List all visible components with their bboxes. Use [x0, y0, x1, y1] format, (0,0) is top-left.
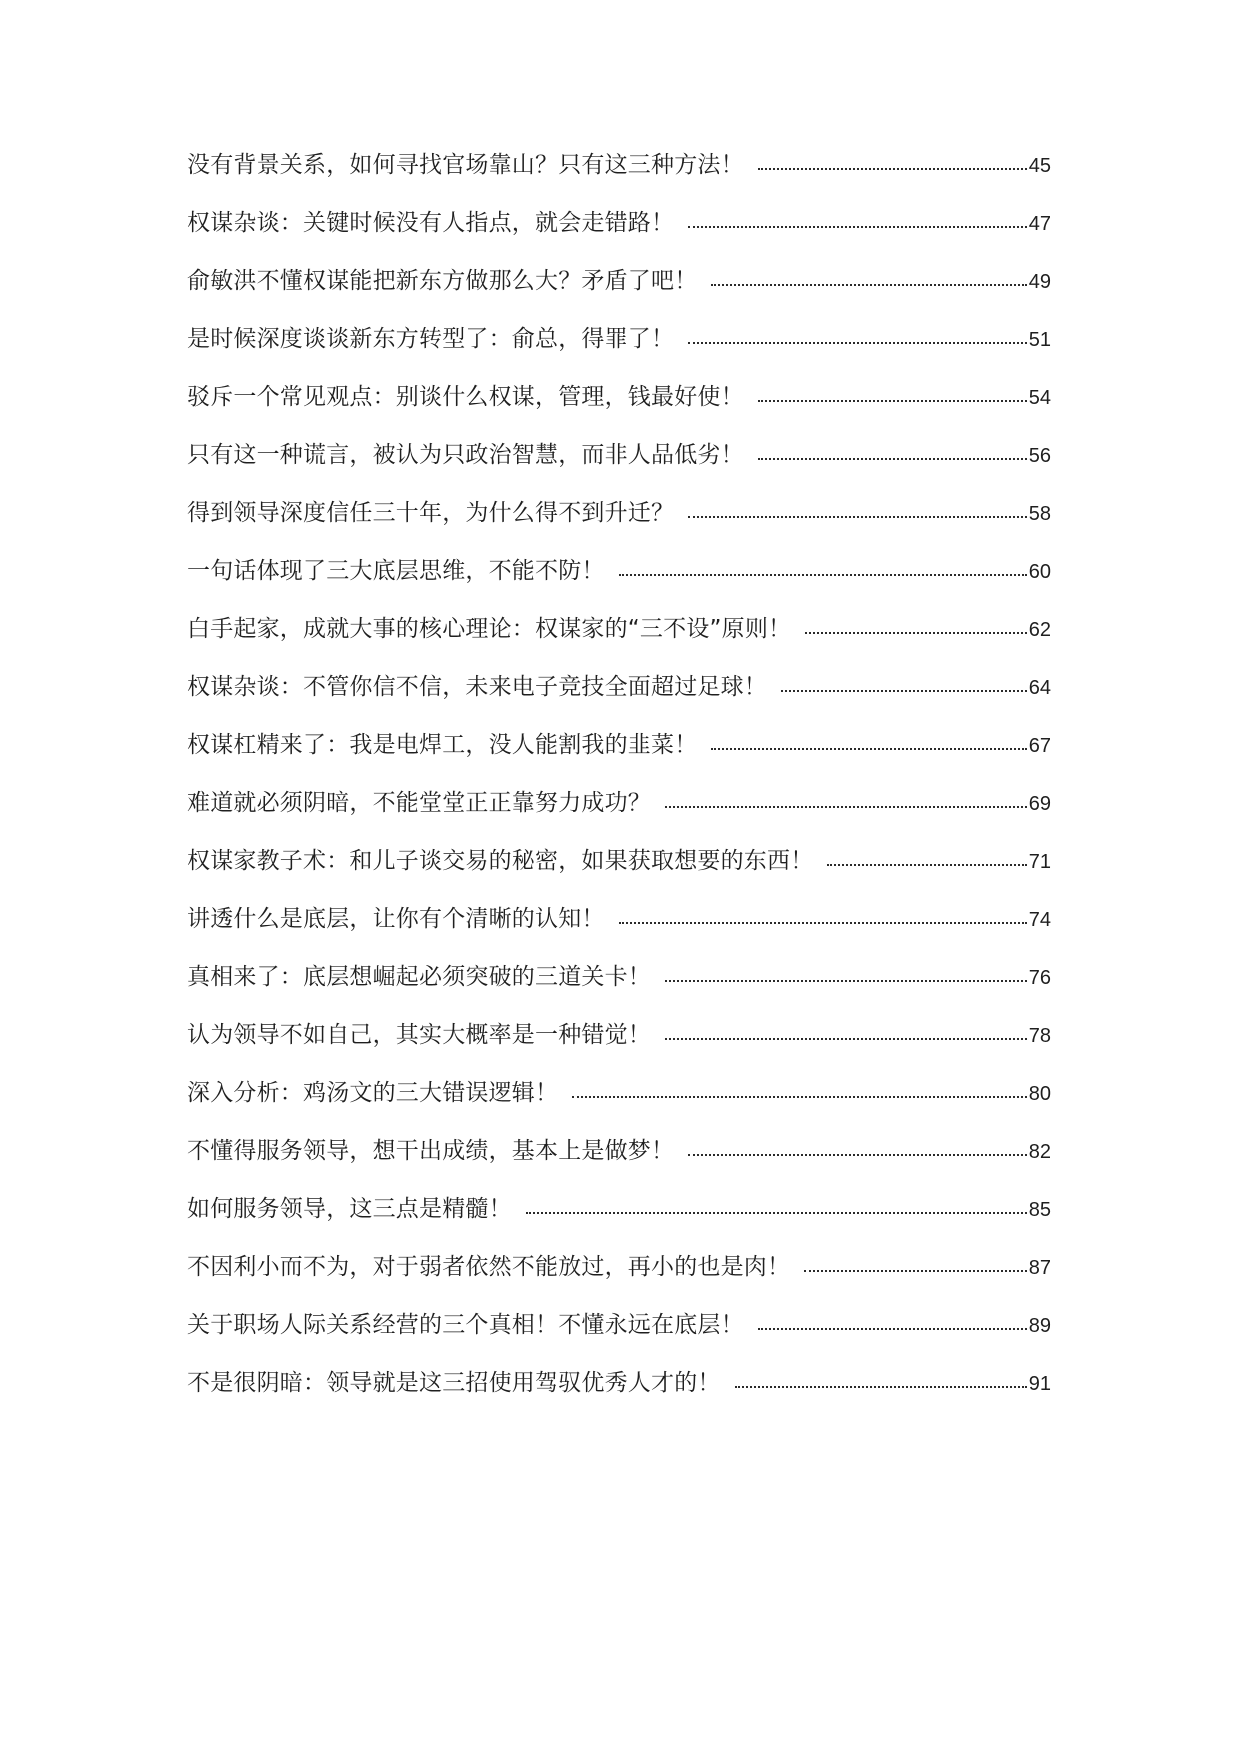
toc-entry-page-number: 82 [1028, 1141, 1051, 1163]
toc-dot-leader [735, 1384, 1027, 1388]
toc-entry[interactable] [187, 542, 1051, 600]
toc-entry-page-number: 85 [1028, 1199, 1051, 1221]
table-of-contents [187, 136, 1051, 1412]
toc-entry-title: 俞敏洪不懂权谋能把新东方做那么大？矛盾了吧！ [187, 268, 698, 294]
toc-entry-title: 没有背景关系，如何寻找官场靠山？只有这三种方法！ [187, 152, 744, 178]
toc-entry-title: 权谋家教子术：和儿子谈交易的秘密，如果获取想要的东西！ [187, 848, 814, 874]
toc-entry[interactable] [187, 774, 1051, 832]
toc-entry[interactable] [187, 1122, 1051, 1180]
toc-entry[interactable] [187, 1180, 1051, 1238]
toc-entry-title: 权谋杂谈：不管你信不信，未来电子竞技全面超过足球！ [187, 674, 767, 700]
toc-entry-page-number: 69 [1028, 793, 1051, 815]
toc-entry[interactable] [187, 890, 1051, 948]
toc-entry-title: 深入分析：鸡汤文的三大错误逻辑！ [187, 1080, 559, 1106]
toc-entry-title: 真相来了：底层想崛起必须突破的三道关卡！ [187, 964, 651, 990]
toc-entry[interactable] [187, 1296, 1051, 1354]
toc-dot-leader [572, 1094, 1027, 1098]
toc-dot-leader [827, 862, 1026, 866]
toc-entry-page-number: 62 [1028, 619, 1051, 641]
toc-entry[interactable] [187, 368, 1051, 426]
toc-entry-page-number: 58 [1028, 503, 1051, 525]
toc-entry-title: 一句话体现了三大底层思维，不能不防！ [187, 558, 605, 584]
toc-entry-title: 驳斥一个常见观点：别谈什么权谋，管理，钱最好使！ [187, 384, 744, 410]
toc-dot-leader [526, 1210, 1027, 1214]
toc-dot-leader [758, 398, 1027, 402]
toc-entry-page-number: 74 [1028, 909, 1051, 931]
toc-dot-leader [758, 166, 1027, 170]
toc-dot-leader [758, 1326, 1027, 1330]
toc-entry[interactable] [187, 252, 1051, 310]
toc-entry-title: 认为领导不如自己，其实大概率是一种错觉！ [187, 1022, 651, 1048]
toc-entry-page-number: 80 [1028, 1083, 1051, 1105]
toc-entry-page-number: 56 [1028, 445, 1051, 467]
toc-entry-page-number: 49 [1028, 271, 1051, 293]
toc-entry-page-number: 91 [1028, 1373, 1051, 1395]
toc-entry-title: 讲透什么是底层，让你有个清晰的认知！ [187, 906, 605, 932]
toc-entry-title: 权谋杠精来了：我是电焊工，没人能割我的韭菜！ [187, 732, 698, 758]
toc-dot-leader [688, 340, 1027, 344]
toc-entry[interactable] [187, 1006, 1051, 1064]
toc-entry-page-number: 71 [1028, 851, 1051, 873]
toc-entry-title: 白手起家，成就大事的核心理论：权谋家的“三不设”原则！ [187, 616, 792, 642]
toc-dot-leader [665, 1036, 1027, 1040]
toc-entry[interactable] [187, 1064, 1051, 1122]
toc-entry-page-number: 45 [1028, 155, 1051, 177]
toc-entry-page-number: 87 [1028, 1257, 1051, 1279]
toc-entry[interactable] [187, 426, 1051, 484]
toc-dot-leader [619, 572, 1027, 576]
toc-entry[interactable] [187, 1238, 1051, 1296]
toc-entry-page-number: 78 [1028, 1025, 1051, 1047]
toc-entry-title: 难道就必须阴暗，不能堂堂正正靠努力成功？ [187, 790, 651, 816]
toc-dot-leader [665, 804, 1027, 808]
toc-entry[interactable] [187, 600, 1051, 658]
toc-entry[interactable] [187, 310, 1051, 368]
toc-entry-title: 如何服务领导，这三点是精髓！ [187, 1196, 512, 1222]
toc-dot-leader [758, 456, 1027, 460]
toc-entry-title: 得到领导深度信任三十年，为什么得不到升迁？ [187, 500, 675, 526]
toc-entry-title: 关于职场人际关系经营的三个真相！不懂永远在底层！ [187, 1312, 744, 1338]
toc-dot-leader [804, 1268, 1027, 1272]
toc-dot-leader [711, 746, 1026, 750]
toc-entry[interactable] [187, 716, 1051, 774]
toc-entry[interactable] [187, 948, 1051, 1006]
toc-dot-leader [805, 630, 1027, 634]
toc-dot-leader [619, 920, 1027, 924]
toc-entry[interactable] [187, 658, 1051, 716]
toc-dot-leader [711, 282, 1026, 286]
toc-entry[interactable] [187, 1354, 1051, 1412]
toc-entry-page-number: 51 [1028, 329, 1051, 351]
toc-entry-page-number: 76 [1028, 967, 1051, 989]
toc-entry[interactable] [187, 136, 1051, 194]
toc-entry-page-number: 54 [1028, 387, 1051, 409]
toc-entry-page-number: 60 [1028, 561, 1051, 583]
toc-entry[interactable] [187, 194, 1051, 252]
toc-entry-page-number: 67 [1028, 735, 1051, 757]
toc-entry-title: 权谋杂谈：关键时候没有人指点，就会走错路！ [187, 210, 675, 236]
toc-entry-title: 不因利小而不为，对于弱者依然不能放过，再小的也是肉！ [187, 1254, 791, 1280]
toc-dot-leader [688, 1152, 1027, 1156]
toc-dot-leader [781, 688, 1027, 692]
toc-entry-page-number: 64 [1028, 677, 1051, 699]
toc-dot-leader [688, 224, 1027, 228]
toc-entry-title: 只有这一种谎言，被认为只政治智慧，而非人品低劣！ [187, 442, 744, 468]
toc-dot-leader [688, 514, 1027, 518]
toc-entry-title: 不懂得服务领导，想干出成绩，基本上是做梦！ [187, 1138, 675, 1164]
toc-dot-leader [665, 978, 1027, 982]
toc-entry-title: 是时候深度谈谈新东方转型了：俞总，得罪了！ [187, 326, 675, 352]
toc-entry[interactable] [187, 484, 1051, 542]
toc-entry-page-number: 47 [1028, 213, 1051, 235]
toc-entry-page-number: 89 [1028, 1315, 1051, 1337]
toc-entry[interactable] [187, 832, 1051, 890]
toc-entry-title: 不是很阴暗：领导就是这三招使用驾驭优秀人才的！ [187, 1370, 721, 1396]
